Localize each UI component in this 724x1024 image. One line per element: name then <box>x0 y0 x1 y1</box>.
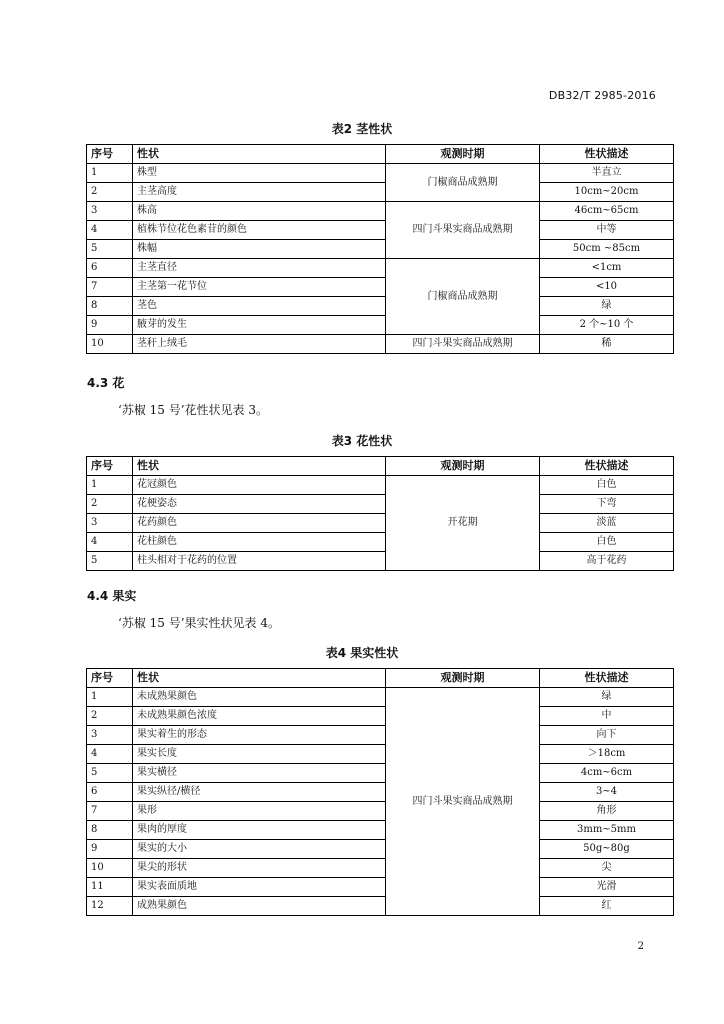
row-desc: 白色 <box>540 476 674 495</box>
row-no: 1 <box>87 476 133 495</box>
row-no: 4 <box>87 221 133 240</box>
row-no: 11 <box>87 878 133 897</box>
row-no: 8 <box>87 821 133 840</box>
row-desc: 3~4 <box>540 783 674 802</box>
table-row <box>87 495 674 514</box>
table3-caption: 表3 花性状 <box>331 434 393 448</box>
row-desc: 向下 <box>540 726 674 745</box>
row-trait: 茎色 <box>133 297 386 316</box>
col-header-no: 序号 <box>87 669 133 688</box>
table4-caption: 表4 果实性状 <box>325 646 399 660</box>
col-header-desc: 性状描述 <box>540 457 674 476</box>
table4-fruit-traits <box>86 668 674 916</box>
col-header-trait: 性状 <box>133 145 386 164</box>
table-row <box>87 802 674 821</box>
table-row <box>87 240 674 259</box>
col-header-period: 观测时期 <box>386 669 540 688</box>
row-desc: 高于花药 <box>540 552 674 571</box>
row-period: 门椒商品成熟期 <box>386 259 540 335</box>
row-trait: 果实着生的形态 <box>133 726 386 745</box>
table-row <box>87 688 674 707</box>
row-desc: 46cm~65cm <box>540 202 674 221</box>
row-trait: 果实横径 <box>133 764 386 783</box>
row-trait: 腋芽的发生 <box>133 316 386 335</box>
row-trait: 株型 <box>133 164 386 183</box>
row-trait: 茎秆上绒毛 <box>133 335 386 354</box>
row-no: 2 <box>87 707 133 726</box>
row-no: 8 <box>87 297 133 316</box>
section-text-flower: ‘苏椒 15 号’花性状见表 3。 <box>118 403 268 417</box>
row-desc: 50g~80g <box>540 840 674 859</box>
row-desc: <1cm <box>540 259 674 278</box>
row-trait: 果肉的厚度 <box>133 821 386 840</box>
table-header-row <box>87 145 674 164</box>
table-row <box>87 552 674 571</box>
table-row <box>87 164 674 183</box>
row-no: 7 <box>87 278 133 297</box>
row-trait: 花冠颜色 <box>133 476 386 495</box>
row-no: 3 <box>87 514 133 533</box>
row-desc: 绿 <box>540 297 674 316</box>
row-no: 1 <box>87 164 133 183</box>
table-row <box>87 202 674 221</box>
row-desc: 半直立 <box>540 164 674 183</box>
row-no: 3 <box>87 202 133 221</box>
table-row <box>87 183 674 202</box>
table-row <box>87 745 674 764</box>
col-header-desc: 性状描述 <box>540 669 674 688</box>
table-row <box>87 840 674 859</box>
row-no: 6 <box>87 783 133 802</box>
row-trait: 果实长度 <box>133 745 386 764</box>
row-no: 6 <box>87 259 133 278</box>
table-row <box>87 897 674 916</box>
section-text-fruit: ‘苏椒 15 号’果实性状见表 4。 <box>118 616 280 630</box>
row-period: 四门斗果实商品成熟期 <box>386 688 540 916</box>
row-trait: 花柱颜色 <box>133 533 386 552</box>
table2-caption: 表2 茎性状 <box>331 122 393 136</box>
row-no: 7 <box>87 802 133 821</box>
row-no: 4 <box>87 533 133 552</box>
row-period: 四门斗果实商品成熟期 <box>386 335 540 354</box>
row-desc: 稀 <box>540 335 674 354</box>
row-no: 5 <box>87 764 133 783</box>
row-no: 9 <box>87 316 133 335</box>
row-period: 开花期 <box>386 476 540 571</box>
row-no: 2 <box>87 495 133 514</box>
row-no: 10 <box>87 859 133 878</box>
table-row <box>87 316 674 335</box>
col-header-no: 序号 <box>87 145 133 164</box>
row-desc: 10cm~20cm <box>540 183 674 202</box>
row-no: 3 <box>87 726 133 745</box>
table-row <box>87 476 674 495</box>
table-row <box>87 514 674 533</box>
col-header-period: 观测时期 <box>386 145 540 164</box>
table-header-row <box>87 669 674 688</box>
col-header-period: 观测时期 <box>386 457 540 476</box>
table-row <box>87 878 674 897</box>
col-header-trait: 性状 <box>133 457 386 476</box>
row-trait: 果实的大小 <box>133 840 386 859</box>
row-desc: 绿 <box>540 688 674 707</box>
table-row <box>87 533 674 552</box>
section-heading-fruit: 4.4 果实 <box>87 589 137 603</box>
row-desc: 中等 <box>540 221 674 240</box>
row-trait: 花梗姿态 <box>133 495 386 514</box>
row-trait: 成熟果颜色 <box>133 897 386 916</box>
table-row <box>87 278 674 297</box>
row-trait: 主茎高度 <box>133 183 386 202</box>
row-trait: 植株节位花色素苷的颜色 <box>133 221 386 240</box>
row-trait: 主茎第一花节位 <box>133 278 386 297</box>
table-row <box>87 707 674 726</box>
row-trait: 主茎直径 <box>133 259 386 278</box>
table-row <box>87 821 674 840</box>
page-number: 2 <box>637 941 644 952</box>
row-period: 门椒商品成熟期 <box>386 164 540 202</box>
row-no: 9 <box>87 840 133 859</box>
col-header-desc: 性状描述 <box>540 145 674 164</box>
table-row <box>87 764 674 783</box>
col-header-trait: 性状 <box>133 669 386 688</box>
row-trait: 果实纵径/横径 <box>133 783 386 802</box>
row-no: 10 <box>87 335 133 354</box>
row-trait: 柱头相对于花药的位置 <box>133 552 386 571</box>
row-period: 四门斗果实商品成熟期 <box>386 202 540 259</box>
row-desc: 4cm~6cm <box>540 764 674 783</box>
col-header-no: 序号 <box>87 457 133 476</box>
row-trait: 未成熟果颜色浓度 <box>133 707 386 726</box>
table-row <box>87 259 674 278</box>
table-row <box>87 297 674 316</box>
row-trait: 果实表面质地 <box>133 878 386 897</box>
row-desc: 50cm ~85cm <box>540 240 674 259</box>
row-trait: 株幅 <box>133 240 386 259</box>
table-header-row <box>87 457 674 476</box>
row-no: 4 <box>87 745 133 764</box>
row-desc: 下弯 <box>540 495 674 514</box>
row-no: 12 <box>87 897 133 916</box>
row-desc: 角形 <box>540 802 674 821</box>
row-desc: 光滑 <box>540 878 674 897</box>
table3-flower-traits <box>86 456 674 571</box>
row-desc: 白色 <box>540 533 674 552</box>
row-trait: 未成熟果颜色 <box>133 688 386 707</box>
table-row <box>87 335 674 354</box>
row-no: 5 <box>87 240 133 259</box>
row-desc: 尖 <box>540 859 674 878</box>
row-desc: 淡蓝 <box>540 514 674 533</box>
row-no: 2 <box>87 183 133 202</box>
row-desc: ＞18cm <box>540 745 674 764</box>
section-heading-flower: 4.3 花 <box>87 376 125 390</box>
row-trait: 花药颜色 <box>133 514 386 533</box>
row-trait: 果尖的形状 <box>133 859 386 878</box>
row-no: 1 <box>87 688 133 707</box>
table-row <box>87 221 674 240</box>
row-desc: 2 个~10 个 <box>540 316 674 335</box>
table-row <box>87 859 674 878</box>
document-code: DB32/T 2985-2016 <box>548 89 656 102</box>
row-desc: 红 <box>540 897 674 916</box>
row-desc: <10 <box>540 278 674 297</box>
row-trait: 果形 <box>133 802 386 821</box>
row-desc: 中 <box>540 707 674 726</box>
row-no: 5 <box>87 552 133 571</box>
table-row <box>87 726 674 745</box>
row-trait: 株高 <box>133 202 386 221</box>
table-row <box>87 783 674 802</box>
table2-stem-traits <box>86 144 674 354</box>
row-desc: 3mm~5mm <box>540 821 674 840</box>
